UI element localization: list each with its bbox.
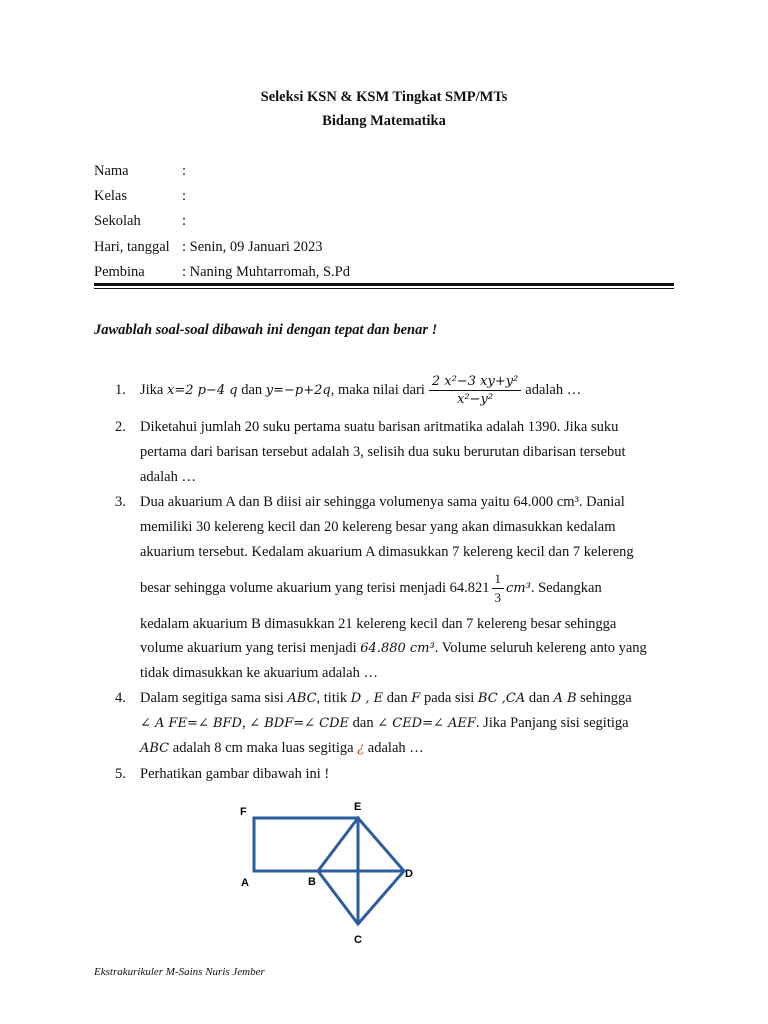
q4-l2-m3: ∠ CED=∠ AEF [377, 716, 476, 731]
footer-text: Ekstrakurikuler M-Sains Nuris Jember [94, 966, 265, 978]
q1-text-3: , maka nilai dari [330, 381, 425, 398]
identity-label-pembina: Pembina [94, 264, 145, 280]
q2-line-1: Diketahui jumlah 20 suku pertama suatu barisan aritmatika adalah 1390. Jika suku [140, 419, 619, 435]
q4-l1f: sehingga [576, 690, 632, 706]
label-c: C [354, 934, 362, 946]
square-abef [254, 818, 358, 871]
q4-l1-abc: ABC [287, 691, 317, 706]
q3-line-6-math: 64.880 cm³ [360, 641, 435, 656]
q3-line-2: memiliki 30 kelereng kecil dan 20 kelereng besar yang akan dimasukkan kedalam [140, 519, 616, 535]
q1-fraction [429, 374, 521, 407]
q5-number: 5. [115, 766, 126, 782]
q4-l2-sep2: dan [349, 715, 378, 731]
label-d: D [405, 868, 413, 880]
q1-number: 1. [115, 382, 126, 398]
q4-l1d: pada sisi [420, 690, 478, 706]
header-rule-thin [94, 288, 674, 289]
label-b: B [308, 876, 316, 888]
label-a: A [241, 877, 249, 889]
identity-label-sekolah: Sekolah [94, 213, 141, 229]
q4-l1a: Dalam segitiga sama sisi [140, 690, 288, 706]
q2-line-2: pertama dari barisan tersebut adalah 3, selisih dua suku berurutan dibarisan tersebut [140, 444, 626, 460]
q1-text-4: adalah … [525, 381, 582, 398]
identity-value-tanggal: : Senin, 09 Januari 2023 [182, 239, 323, 255]
q3-line-5: kedalam akuarium B dimasukkan 21 kelereng kecil dan 7 kelereng besar sehingga [140, 616, 617, 632]
label-f: F [240, 806, 247, 818]
document-subtitle: Bidang Matematika [322, 113, 446, 129]
q3-line-4b: . Sedangkan [530, 579, 602, 596]
q3-line-3: akuarium tersebut. Kedalam akuarium A dimasukkan 7 kelereng kecil dan 7 kelereng [140, 544, 634, 560]
q4-line-1 [140, 690, 632, 707]
q1-fraction-numerator: 2 x²−3 xy+y² [429, 374, 521, 391]
header-rule [94, 283, 674, 286]
identity-value-nama: : [182, 163, 187, 179]
q4-l2b: . Jika Panjang sisi segitiga [475, 715, 629, 731]
q4-l3a: adalah 8 cm maka luas segitiga [169, 740, 358, 756]
q3-mixed-fraction [492, 571, 505, 606]
q3-line-4a: besar sehingga volume akuarium yang terisi menjadi 64.821 [140, 579, 490, 596]
q1-text-1: Jika [140, 381, 167, 398]
q1-text-2: dan [237, 381, 266, 398]
q4-l3-symbol: ¿ [357, 741, 365, 756]
q1-fraction-denominator: x²−y² [457, 391, 494, 407]
instruction: Jawablah soal-soal dibawah ini dengan tepat dan benar ! [94, 322, 438, 338]
q4-l1-sides: BC ,CA [477, 691, 526, 706]
q1-math-x: x=2 p−4 q [166, 382, 238, 398]
identity-value-pembina: : Naning Muhtarromah, S.Pd [182, 264, 350, 280]
identity-label-kelas: Kelas [94, 188, 128, 204]
q3-line-1: Dua akuarium A dan B diisi air sehingga volumenya sama yaitu 64.000 cm³. Danial [140, 494, 625, 510]
q4-l1-f: F [411, 691, 421, 706]
q4-l2-m2: ∠ BDF=∠ CDE [249, 716, 350, 731]
q3-fraction-numerator: 1 [492, 571, 505, 589]
q4-number: 4. [115, 690, 126, 706]
identity-value-kelas: : [182, 188, 187, 204]
q5-text: Perhatikan gambar dibawah ini ! [140, 766, 330, 782]
q2-number: 2. [115, 419, 126, 435]
q4-l2-sep1: , [241, 715, 250, 731]
identity-label-tanggal: Hari, tanggal [94, 239, 170, 255]
label-e: E [354, 801, 362, 813]
q3-line-7: tidak dimasukkan ke akuarium adalah … [140, 665, 378, 681]
q4-l3b: adalah … [364, 740, 424, 756]
q4-l1-de: D , E [350, 691, 384, 706]
q3-line-6b: . Volume seluruh kelereng anto yang [434, 640, 647, 656]
q1-text [140, 370, 581, 410]
identity-label-nama: Nama [94, 163, 129, 179]
q3-unit: cm³ [506, 580, 531, 596]
q2-line-3: adalah … [140, 469, 196, 485]
q4-l1c: dan [383, 690, 412, 706]
q4-l1-ab: A B [553, 691, 577, 706]
q3-line-6 [140, 640, 647, 657]
q3-number: 3. [115, 494, 126, 510]
q3-line-6a: volume akuarium yang terisi menjadi [140, 640, 361, 656]
q4-l3-abc: ABC [140, 741, 170, 756]
q4-l1b: , titik [316, 690, 351, 706]
q4-line-2 [140, 715, 629, 732]
q4-line-3 [140, 740, 424, 757]
q3-line-4 [140, 568, 602, 608]
q4-l1e: dan [525, 690, 554, 706]
geometry-figure [230, 795, 430, 955]
q1-math-y: y=−p+2q [265, 382, 331, 398]
document-title: Seleksi KSN & KSM Tingkat SMP/MTs [260, 89, 508, 105]
q4-l2-m1: ∠ A FE=∠ BFD [140, 716, 242, 731]
identity-value-sekolah: : [182, 213, 187, 229]
q3-fraction-denominator: 3 [494, 589, 502, 605]
